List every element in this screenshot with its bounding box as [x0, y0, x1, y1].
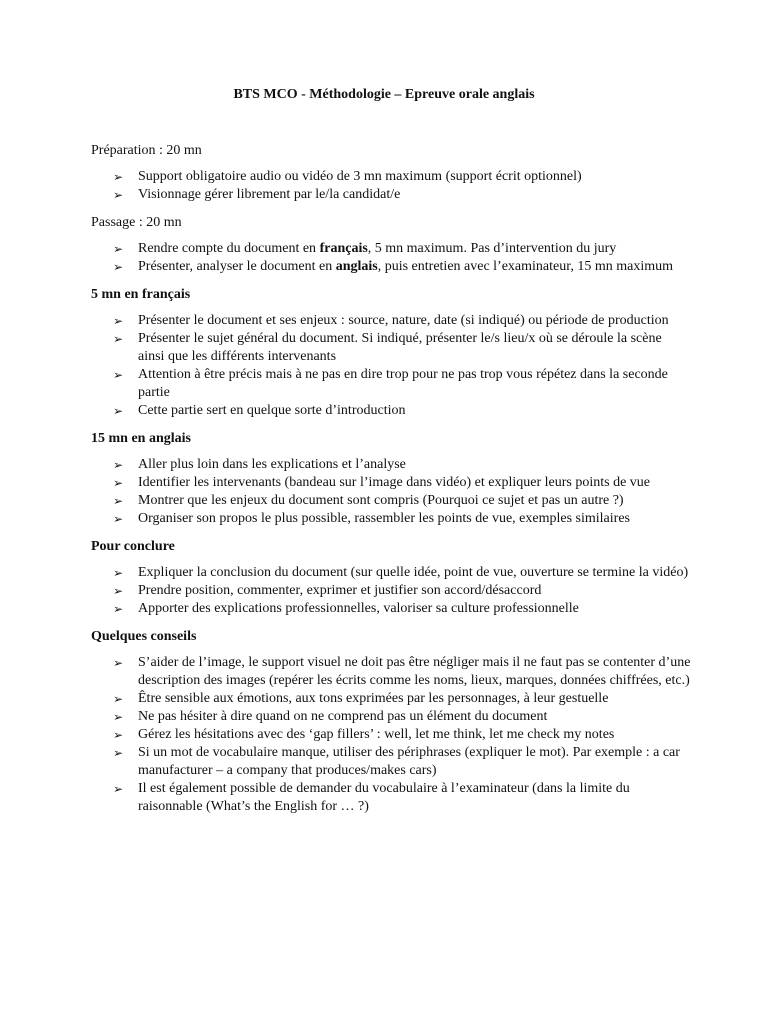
bullet-text: Rendre compte du document en français, 5 mn maximum. Pas d’intervention du jury — [138, 241, 617, 256]
arrow-bullet-icon: ➢ — [113, 314, 124, 328]
bullet-item — [91, 240, 691, 258]
bullet-list — [91, 564, 691, 618]
bullet-text: Présenter le sujet général du document. Si indiqué, présenter le/s lieu/x où se déroule la scène ainsi que les différents intervenants — [138, 331, 662, 364]
bullet-list — [91, 168, 691, 204]
section-heading: 5 mn en français — [91, 287, 191, 302]
bullet-text: Prendre position, commenter, exprimer et justifier son accord/désaccord — [138, 583, 542, 598]
bullet-item — [91, 492, 691, 510]
bullet-item — [91, 708, 691, 726]
bullet-text: Si un mot de vocabulaire manque, utiliser des périphrases (expliquer le mot). Par exemple : a car manufacturer – a company that produces/makes cars) — [138, 745, 680, 778]
arrow-bullet-icon: ➢ — [113, 602, 124, 616]
bullet-item — [91, 726, 691, 744]
arrow-bullet-icon: ➢ — [113, 512, 124, 526]
bullet-text: Apporter des explications professionnelles, valoriser sa culture professionnelle — [138, 601, 579, 616]
section-heading: Passage : 20 mn — [91, 215, 182, 230]
bullet-item — [91, 168, 691, 186]
bullet-text: Montrer que les enjeux du document sont compris (Pourquoi ce sujet et pas un autre ?) — [138, 493, 624, 508]
section-heading: Préparation : 20 mn — [91, 143, 202, 158]
arrow-bullet-icon: ➢ — [113, 404, 124, 418]
bullet-item — [91, 564, 691, 582]
bullet-item — [91, 402, 691, 420]
bullet-text: Attention à être précis mais à ne pas en dire trop pour ne pas trop vous répétez dans la seconde partie — [138, 367, 668, 400]
bullet-item — [91, 330, 691, 366]
bullet-list — [91, 240, 691, 276]
arrow-bullet-icon: ➢ — [113, 692, 124, 706]
bullet-list — [91, 654, 691, 816]
bullet-text: Organiser son propos le plus possible, rassembler les points de vue, exemples similaires — [138, 511, 630, 526]
document-title: BTS MCO - Méthodologie – Epreuve orale anglais — [233, 87, 535, 102]
arrow-bullet-icon: ➢ — [113, 566, 124, 580]
bullet-item — [91, 456, 691, 474]
arrow-bullet-icon: ➢ — [113, 728, 124, 742]
section-heading: Quelques conseils — [91, 629, 197, 644]
bullet-item — [91, 366, 691, 402]
arrow-bullet-icon: ➢ — [113, 746, 124, 760]
bullet-item — [91, 780, 691, 816]
bullet-item — [91, 744, 691, 780]
arrow-bullet-icon: ➢ — [113, 332, 124, 346]
bullet-item — [91, 258, 691, 276]
arrow-bullet-icon: ➢ — [113, 710, 124, 724]
bullet-item — [91, 474, 691, 492]
arrow-bullet-icon: ➢ — [113, 782, 124, 796]
bullet-text: Être sensible aux émotions, aux tons exprimées par les personnages, à leur gestuelle — [138, 691, 609, 706]
bullet-text: Ne pas hésiter à dire quand on ne comprend pas un élément du document — [138, 709, 548, 724]
arrow-bullet-icon: ➢ — [113, 476, 124, 490]
section-heading: Pour conclure — [91, 539, 175, 554]
arrow-bullet-icon: ➢ — [113, 494, 124, 508]
bullet-text: Présenter le document et ses enjeux : source, nature, date (si indiqué) ou période de production — [138, 313, 669, 328]
arrow-bullet-icon: ➢ — [113, 188, 124, 202]
bullet-item — [91, 654, 691, 690]
bullet-item — [91, 600, 691, 618]
section-heading: 15 mn en anglais — [91, 431, 191, 446]
arrow-bullet-icon: ➢ — [113, 242, 124, 256]
bullet-text: Expliquer la conclusion du document (sur quelle idée, point de vue, ouverture se termine la vidéo) — [138, 565, 689, 580]
document-body — [91, 142, 691, 826]
bullet-list — [91, 456, 691, 528]
bullet-item — [91, 690, 691, 708]
bullet-text: Aller plus loin dans les explications et l’analyse — [138, 457, 406, 472]
arrow-bullet-icon: ➢ — [113, 656, 124, 670]
bullet-text: Il est également possible de demander du vocabulaire à l’examinateur (dans la limite du raisonnable (What’s the English for … ?) — [138, 781, 630, 814]
arrow-bullet-icon: ➢ — [113, 584, 124, 598]
arrow-bullet-icon: ➢ — [113, 368, 124, 382]
bullet-text: Identifier les intervenants (bandeau sur l’image dans vidéo) et expliquer leurs points de vue — [138, 475, 650, 490]
arrow-bullet-icon: ➢ — [113, 260, 124, 274]
arrow-bullet-icon: ➢ — [113, 458, 124, 472]
bullet-text: S’aider de l’image, le support visuel ne doit pas être négliger mais il ne faut pas se contenter d’une description des images (repérer les écrits comme les noms, lieux, marques, données chiffrées, etc.) — [138, 655, 691, 688]
bullet-list — [91, 312, 691, 420]
bullet-item — [91, 582, 691, 600]
bullet-text: Support obligatoire audio ou vidéo de 3 mn maximum (support écrit optionnel) — [138, 169, 582, 184]
bullet-text: Cette partie sert en quelque sorte d’introduction — [138, 403, 406, 418]
bullet-item — [91, 312, 691, 330]
bullet-text: Visionnage gérer librement par le/la candidat/e — [138, 187, 401, 202]
arrow-bullet-icon: ➢ — [113, 170, 124, 184]
bullet-item — [91, 186, 691, 204]
bullet-text: Gérez les hésitations avec des ‘gap fillers’ : well, let me think, let me check my notes — [138, 727, 615, 742]
bullet-item — [91, 510, 691, 528]
bullet-text: Présenter, analyser le document en anglais, puis entretien avec l’examinateur, 15 mn maximum — [138, 259, 674, 274]
